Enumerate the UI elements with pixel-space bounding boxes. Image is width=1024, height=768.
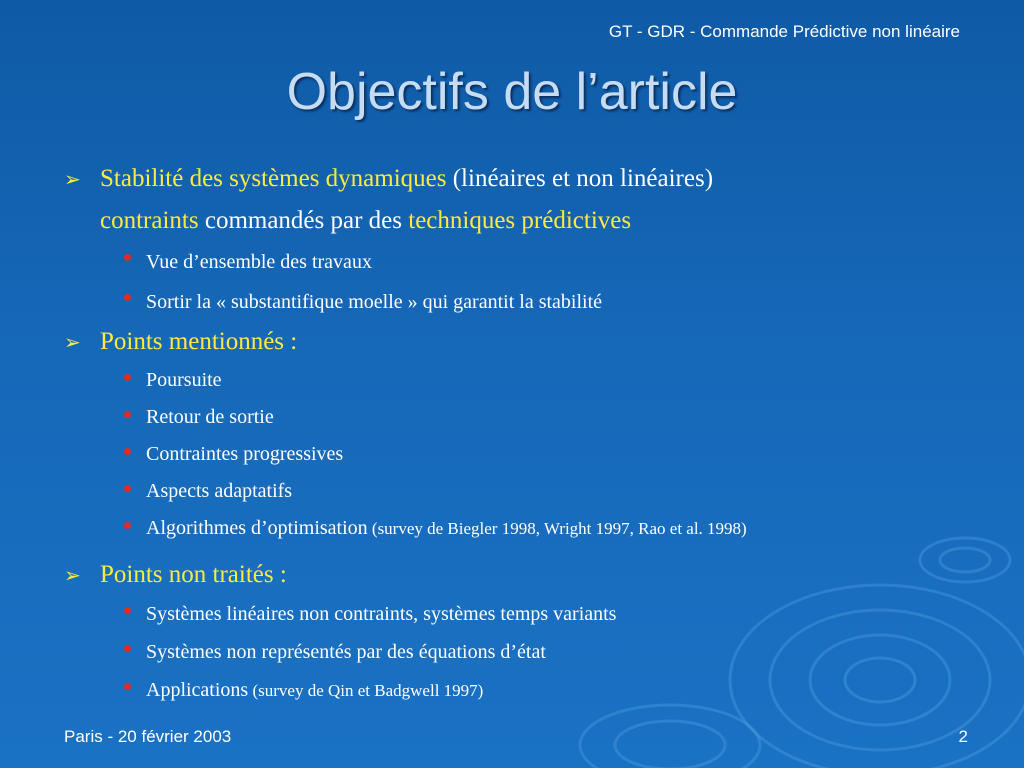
page-number: 2	[958, 727, 968, 746]
list-item: Retour de sortie	[64, 399, 964, 436]
list-item: Sortir la « substantifique moelle » qui garantit la stabilité	[64, 282, 964, 322]
red-bullet-icon	[124, 448, 131, 455]
list-item: Algorithmes d’optimisation (survey de Biegler 1998, Wright 1997, Rao et al. 1998)	[64, 510, 964, 547]
red-bullet-icon	[124, 254, 131, 261]
section-not-treated	[64, 555, 964, 595]
list-item: Systèmes linéaires non contraints, systèmes temps variants	[64, 595, 964, 633]
section-heading: Points mentionnés :	[100, 328, 298, 355]
slide-title: Objectifs de l’article	[286, 63, 738, 121]
list-item: Aspects adaptatifs	[64, 473, 964, 510]
plain-text: (linéaires et non linéaires)	[446, 165, 714, 192]
highlight-text: Stabilité des systèmes dynamiques	[100, 165, 447, 192]
red-bullet-icon	[124, 294, 131, 301]
citation-text: (survey de Qin et Badgwell 1997)	[248, 681, 484, 700]
citation-text: (survey de Biegler 1998, Wright 1997, Rao et al. 1998)	[367, 519, 747, 538]
highlight-text: techniques prédictives	[408, 207, 632, 234]
section-heading: Points non traités :	[100, 561, 287, 588]
section-line	[100, 158, 964, 200]
red-bullet-icon	[124, 645, 131, 652]
list-item: Poursuite	[64, 362, 964, 399]
red-bullet-icon	[124, 485, 131, 492]
section-line	[100, 200, 964, 242]
plain-text: commandés par des	[198, 207, 409, 234]
arrow-bullet-icon: ➢	[64, 330, 81, 354]
red-bullet-icon	[124, 374, 131, 381]
highlight-text: contraints	[100, 207, 199, 234]
list-item: Contraintes progressives	[64, 436, 964, 473]
list-item: Applications (survey de Qin et Badgwell 1997)	[64, 671, 964, 710]
red-bullet-icon	[124, 411, 131, 418]
arrow-bullet-icon: ➢	[64, 563, 81, 587]
section-stability	[64, 158, 964, 242]
slide-content	[64, 158, 964, 710]
footer-date: Paris - 20 février 2003	[64, 727, 232, 746]
red-bullet-icon	[124, 683, 131, 690]
list-item: Vue d’ensemble des travaux	[64, 242, 964, 282]
section-mentioned	[64, 322, 964, 362]
red-bullet-icon	[124, 607, 131, 614]
list-item: Systèmes non représentés par des équations d’état	[64, 633, 964, 671]
red-bullet-icon	[124, 522, 131, 529]
presentation-header: GT - GDR - Commande Prédictive non linéaire	[608, 22, 960, 41]
arrow-bullet-icon: ➢	[64, 167, 81, 191]
